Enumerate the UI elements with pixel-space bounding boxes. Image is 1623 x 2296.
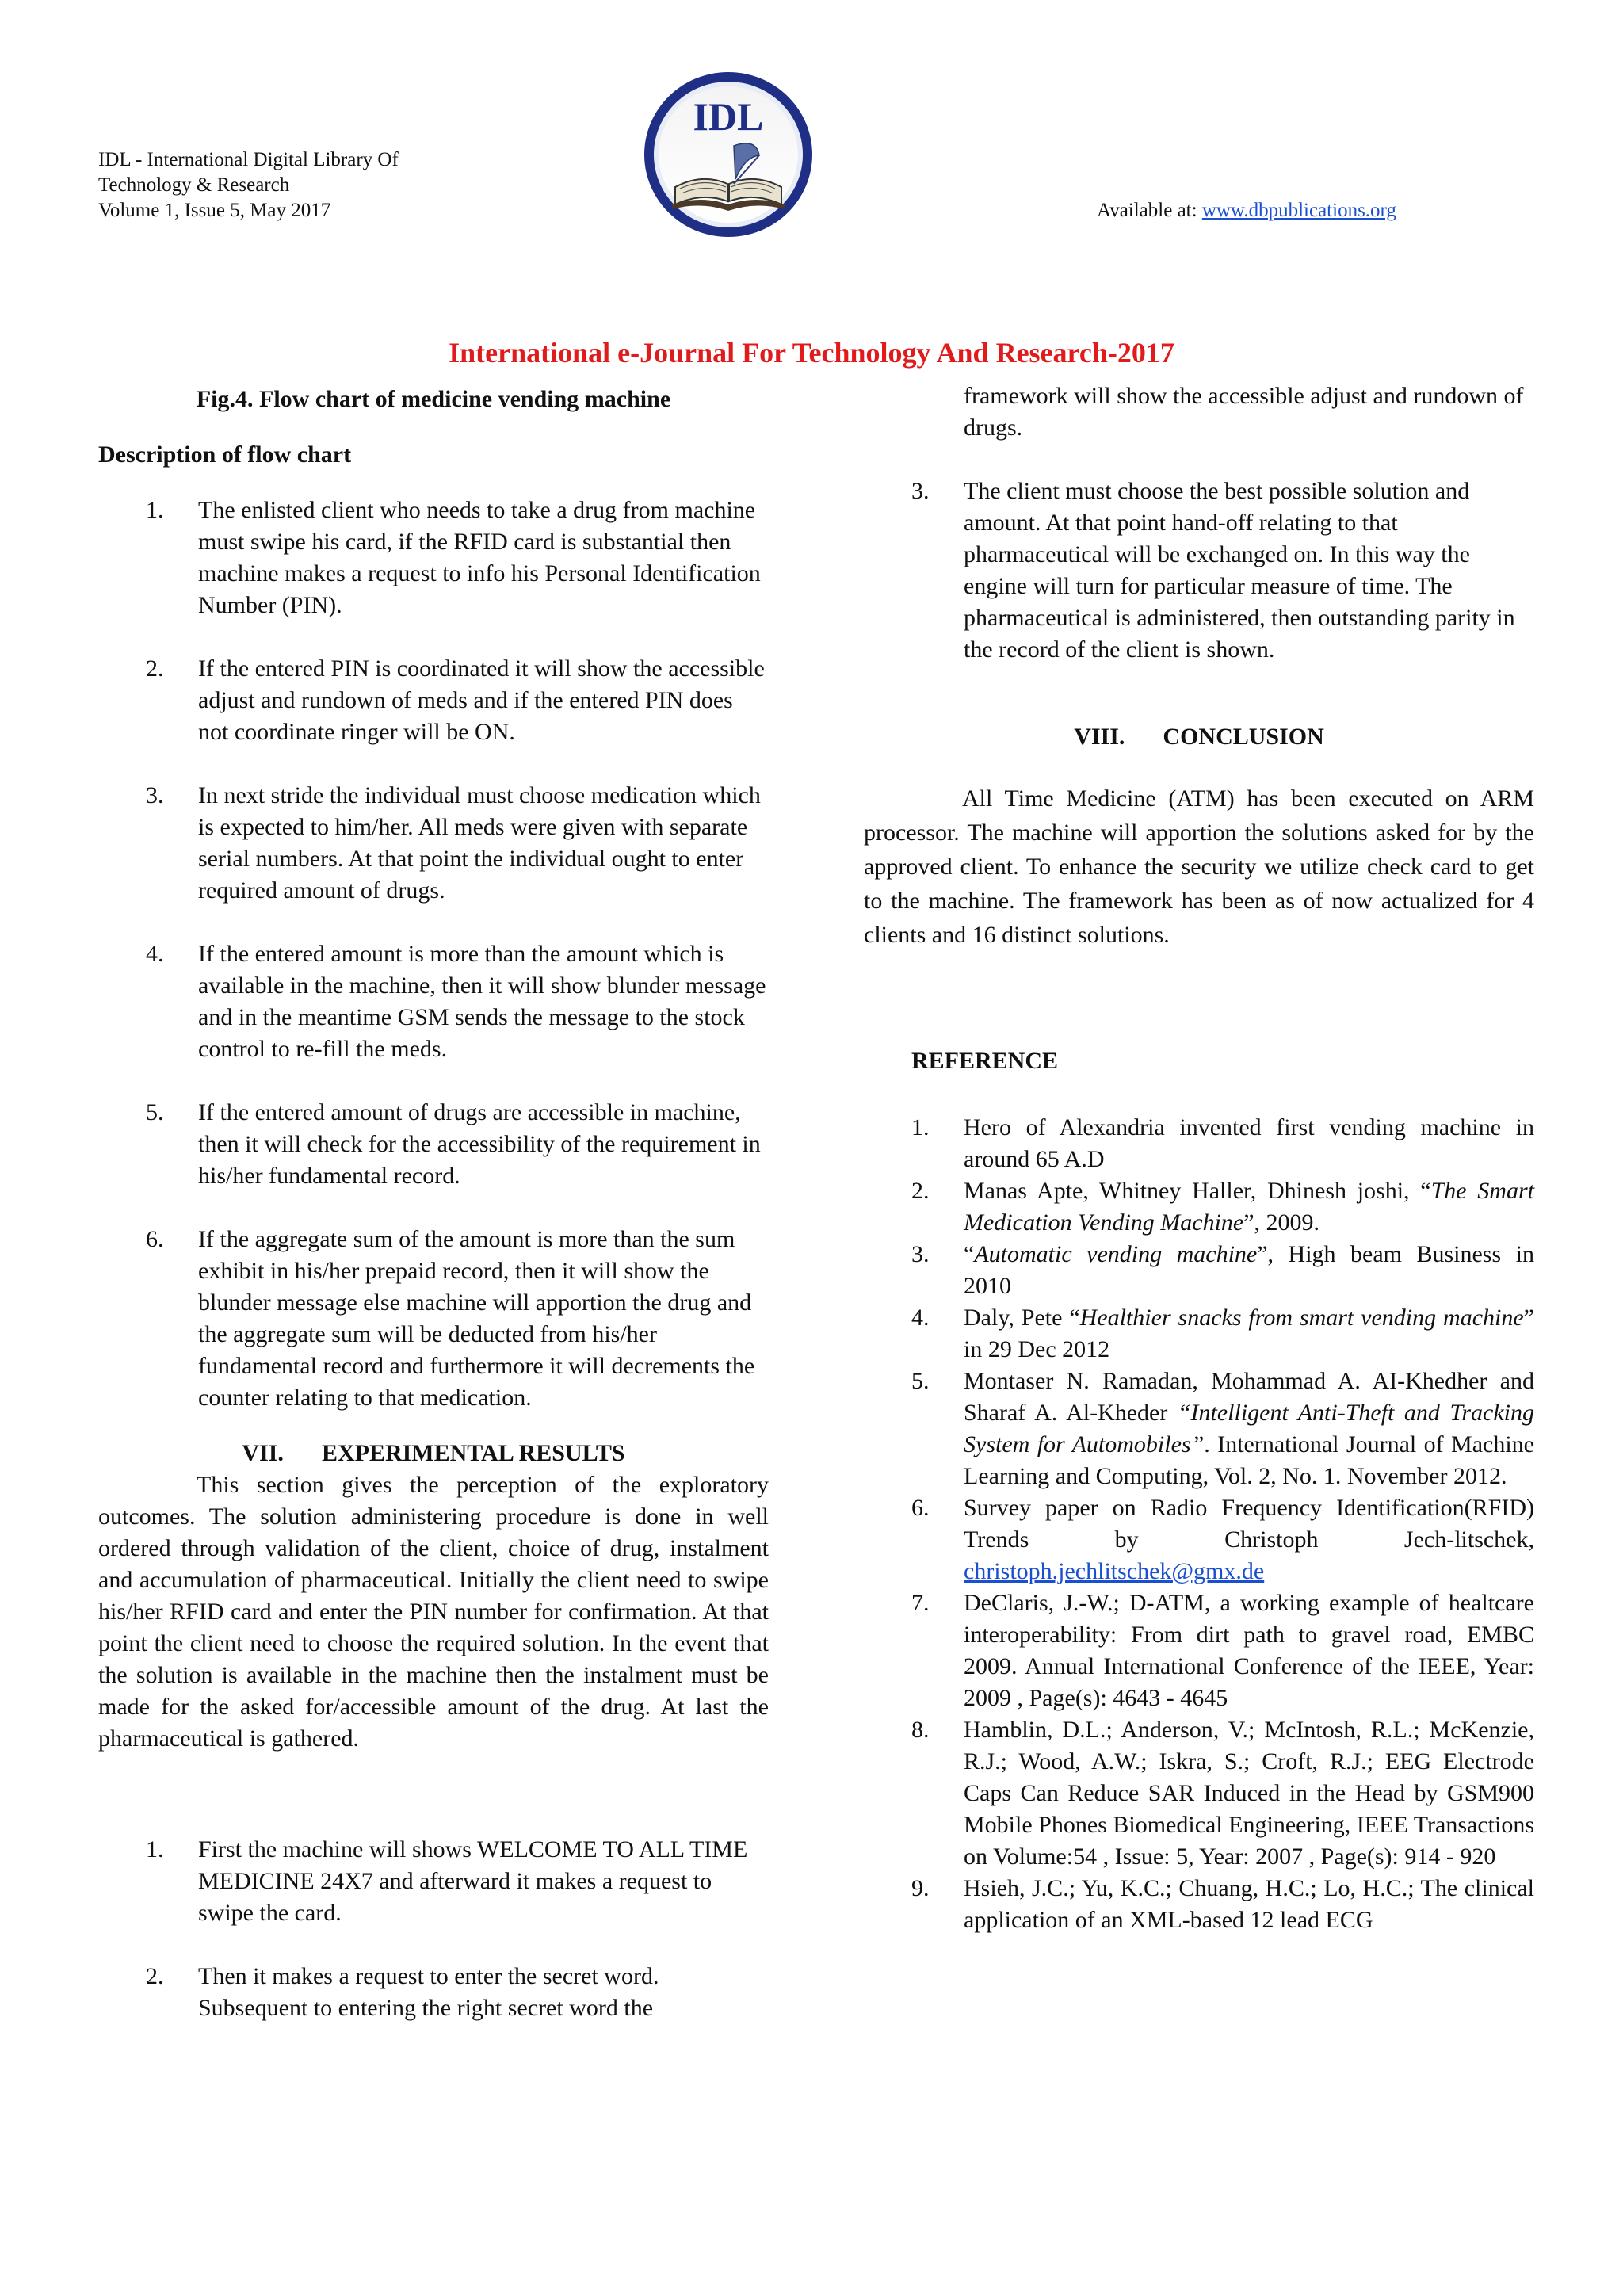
reference-item: 5. Montaser N. Ramadan, Mohammad A. AI-Khedher and Sharaf A. Al-Kheder “Intelligent Anti-Theft and Tracking System for Automobiles”. International Journal of Machine Learning and Computing, Vol. 2, No. 1. November 2012. (911, 1368, 1535, 1489)
reference-heading: REFERENCE (911, 1048, 1059, 1074)
list-item: 1. The enlisted client who needs to take a drug from machine must swipe his card, if the RFID card is substantial then machine makes a request to info his Personal Identification Number (PIN). (146, 497, 761, 618)
reference-item: 4. Daly, Pete “Healthier snacks from smart vending machine” in 29 Dec 2012 (911, 1305, 1534, 1362)
continued-list-text: framework will show the accessible adjust and rundown of drugs. (964, 383, 1524, 441)
list-item: 2. Then it makes a request to enter the secret word. Subsequent to entering the right secret word the (146, 1963, 659, 2021)
reference-item: 2. Manas Apte, Whitney Haller, Dhinesh joshi, “The Smart Medication Vending Machine”, 2009. (911, 1178, 1534, 1236)
journal-title: International e-Journal For Technology And Research-2017 (449, 337, 1174, 369)
list-item: 3. The client must choose the best possible solution and amount. At that point hand-off relating to that pharmaceutical will be exchanged on. In this way the engine will turn for particular measure of time. The pharmaceutical is administered, then outstanding parity in the record of the client is shown. (911, 478, 1515, 663)
section-7-heading (98, 1438, 769, 1469)
flowchart-steps-list (98, 495, 769, 1414)
results-steps-list-continued (864, 476, 1534, 666)
conclusion-paragraph: All Time Medicine (ATM) has been executed on ARM processor. The machine will apportion the solutions asked for by the approved client. To enhance the security we utilize check card to get to the machine. The framework has been as of now actualized for 4 clients and 16 distinct solutions. (864, 785, 1534, 948)
header-line-1: IDL - International Digital Library Of (98, 149, 399, 170)
section-7-number: VII. (242, 1440, 284, 1466)
right-column (864, 384, 1534, 1936)
experimental-results-paragraph: This section gives the perception of the exploratory outcomes. The solution administering procedure is done in well ordered through validation of the client, choice of drug, instalment and accumulation of pharmaceutical. Initially the client need to swipe his/her RFID card and enter the PIN number for confirmation. At that point the client need to choose the required solution. In the event that the solution is available in the machine then the instalment must be made for the asked for/accessible amount of the drug. At last the pharmaceutical is gathered. (98, 1472, 769, 1752)
reference-item: 9. Hsieh, J.C.; Yu, K.C.; Chuang, H.C.; Lo, H.C.; The clinical application of an XML-based 12 lead ECG (911, 1875, 1534, 1933)
reference-list (864, 1112, 1534, 1936)
reference-item: 8. Hamblin, D.L.; Anderson, V.; McIntosh, R.L.; McKenzie, R.J.; Wood, A.W.; Iskra, S.; Croft, R.J.; EEG Electrode Caps Can Reduce SAR Induced in the Head by GSM900 Mobile Phones Biomedical Engineering, IEEE Transactions on Volume:54 , Issue: 5, Year: 2007 , Page(s): 914 - 920 (911, 1717, 1534, 1870)
list-item: 4. If the entered amount is more than the amount which is available in the machine, then it will show blunder message and in the meantime GSM sends the message to the stock control to re-fill the meds. (146, 941, 766, 1062)
section-7-title: EXPERIMENTAL RESULTS (321, 1440, 625, 1466)
list-item: 2. If the entered PIN is coordinated it will show the accessible adjust and rundown of meds and if the entered PIN does not coordinate ringer will be ON. (146, 655, 765, 745)
reference-item: 3. “Automatic vending machine”, High beam Business in 2010 (911, 1241, 1534, 1299)
header-line-3: Volume 1, Issue 5, May 2017 (98, 200, 331, 221)
left-column (98, 384, 769, 2024)
section-8-title: CONCLUSION (1163, 724, 1324, 750)
section-8-number: VIII. (1074, 724, 1125, 750)
available-label: Available at: (1097, 200, 1202, 221)
reference-item: 6. Survey paper on Radio Frequency Identification(RFID) Trends by Christoph Jech-litschek, christoph.jechlitschek@gmx.de (911, 1495, 1534, 1584)
list-item: 3. In next stride the individual must choose medication which is expected to him/her. All meds were given with separate serial numbers. At that point the individual ought to enter required amount of drugs. (146, 782, 761, 904)
logo-text: IDL (693, 94, 764, 139)
idl-logo (640, 68, 816, 241)
header-line-2: Technology & Research (98, 174, 290, 196)
header-publication-info (98, 147, 399, 223)
header-availability (1097, 198, 1396, 223)
section-8-heading (864, 721, 1534, 753)
results-steps-list (98, 1834, 769, 2024)
flowchart-description-heading: Description of flow chart (98, 441, 352, 468)
list-item: 6. If the aggregate sum of the amount is more than the sum exhibit in his/her prepaid record, then it will show the blunder message else machine will apportion the drug and the aggregate sum will be deducted from his/her fundamental record and furthermore it will decrements the counter relating to that medication. (146, 1226, 755, 1411)
author-email-link[interactable]: christoph.jechlitschek@gmx.de (964, 1558, 1265, 1584)
figure-caption: Fig.4. Flow chart of medicine vending machine (196, 386, 671, 412)
reference-item: 1. Hero of Alexandria invented first vending machine in around 65 A.D (911, 1114, 1534, 1172)
list-item: 5. If the entered amount of drugs are accessible in machine, then it will check for the accessibility of the requirement in his/her fundamental record. (146, 1099, 761, 1189)
reference-item: 7. DeClaris, J.-W.; D-ATM, a working example of healtcare interoperability: From dirt path to gravel road, EMBC 2009. Annual International Conference of the IEEE, Year: 2009 , Page(s): 4643 - 4645 (911, 1590, 1534, 1711)
publications-link[interactable]: www.dbpublications.org (1201, 200, 1396, 221)
list-item: 1. First the machine will shows WELCOME TO ALL TIME MEDICINE 24X7 and afterward it makes a request to swipe the card. (146, 1836, 748, 1926)
